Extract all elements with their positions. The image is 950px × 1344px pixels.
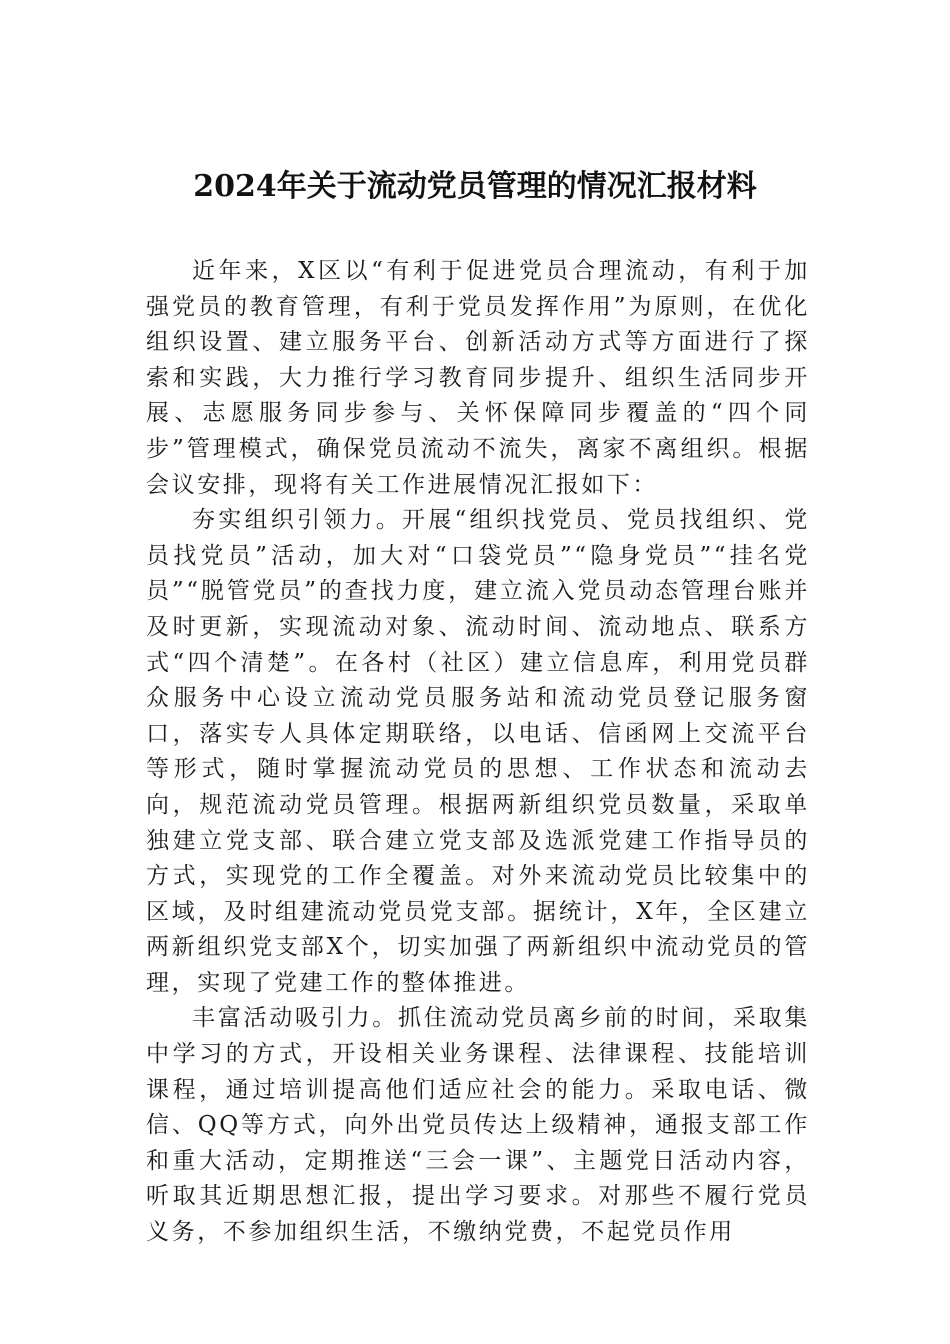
- document-body: [146, 254, 810, 1251]
- paragraph-activities: 丰富活动吸引力。抓住流动党员离乡前的时间，采取集中学习的方式，开设相关业务课程、法律课程、技能培训课程，通过培训提高他们适应社会的能力。采取电话、微信、QQ等方式，向外出党员传达上级精神，通报支部工作和重大活动，定期推送“三会一课”、主题党日活动内容，听取其近期思想汇报，提出学习要求。对那些不履行党员义务，不参加组织生活，不缴纳党费，不起党员作用: [146, 1005, 810, 1246]
- document-title: 2024年关于流动党员管理的情况汇报材料: [193, 169, 757, 204]
- paragraph-intro: 近年来，X区以“有利于促进党员合理流动，有利于加强党员的教育管理，有利于党员发挥作用”为原则，在优化组织设置、建立服务平台、创新活动方式等方面进行了探索和实践，大力推行学习教育同步提升、组织生活同步开展、志愿服务同步参与、关怀保障同步覆盖的“四个同步”管理模式，确保党员流动不流失，离家不离组织。根据会议安排，现将有关工作进展情况汇报如下：: [146, 258, 810, 498]
- paragraph-organization: 夯实组织引领力。开展“组织找党员、党员找组织、党员找党员”活动，加大对“口袋党员”“隐身党员”“挂名党员”“脱管党员”的查找力度，建立流入党员动态管理台账并及时更新，实现流动对象、流动时间、流动地点、联系方式“四个清楚”。在各村（社区）建立信息库，利用党员群众服务中心设立流动党员服务站和流动党员登记服务窗口，落实专人具体定期联络，以电话、信函网上交流平台等形式，随时掌握流动党员的思想、工作状态和流动去向，规范流动党员管理。根据两新组织党员数量，采取单独建立党支部、联合建立党支部及选派党建工作指导员的方式，实现党的工作全覆盖。对外来流动党员比较集中的区域，及时组建流动党员党支部。据统计，X年，全区建立两新组织党支部X个，切实加强了两新组织中流动党员的管理，实现了党建工作的整体推进。: [146, 507, 810, 996]
